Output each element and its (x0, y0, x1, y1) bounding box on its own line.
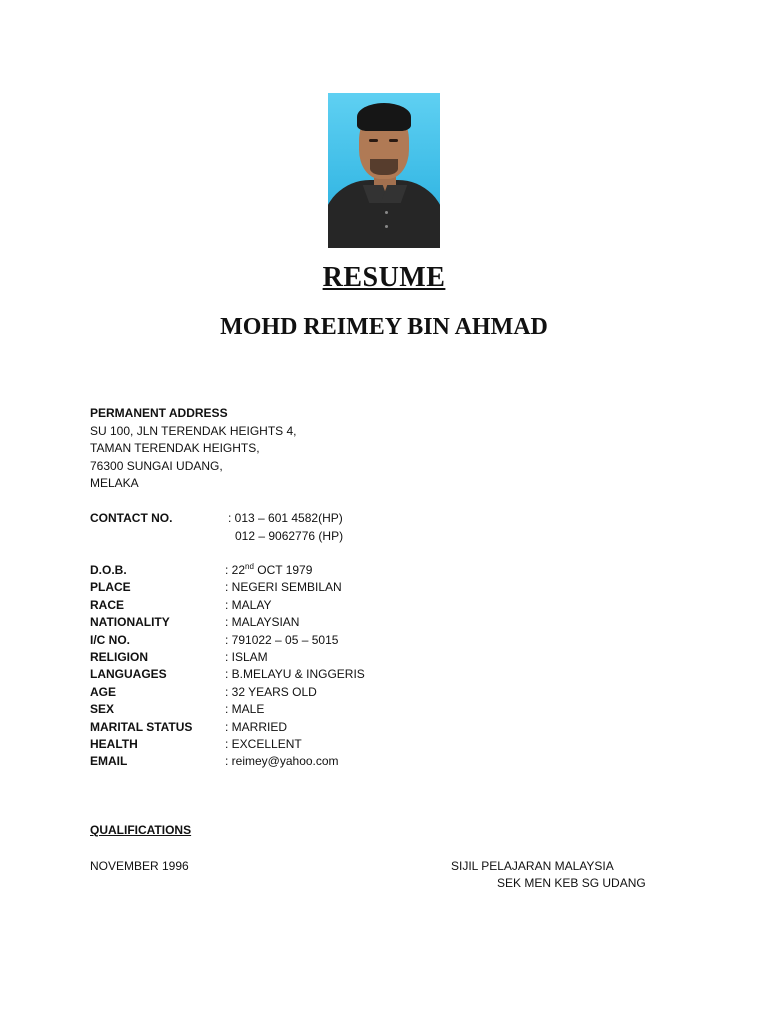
contact-row (90, 510, 690, 528)
info-value: : ISLAM (225, 649, 268, 664)
photo-beard (370, 159, 398, 175)
info-label: MARITAL STATUS (90, 719, 193, 734)
contact-phone-1: : 013 – 601 4582(HP) (228, 511, 343, 525)
photo-shirt-button (385, 225, 388, 228)
info-row (90, 719, 690, 736)
info-row (90, 614, 690, 631)
info-row (90, 597, 690, 614)
info-row (90, 701, 690, 718)
address-line: MELAKA (90, 476, 139, 490)
info-label: I/C NO. (90, 632, 131, 647)
info-value: : MALAYSIAN (225, 615, 300, 630)
info-value: : reimey@yahoo.com (225, 754, 339, 769)
address-line: TAMAN TERENDAK HEIGHTS, (90, 441, 260, 455)
info-label: NATIONALITY (90, 615, 170, 630)
info-value: : MALE (225, 702, 265, 717)
document-title: RESUME (322, 262, 446, 293)
info-value: : 791022 – 05 – 5015 (225, 632, 339, 647)
info-label: RACE (90, 597, 125, 612)
info-row (90, 684, 690, 701)
address-block (90, 405, 297, 493)
info-label: D.O.B. (90, 563, 127, 577)
info-label: EMAIL (90, 754, 128, 769)
photo-hair (357, 103, 411, 131)
info-label: LANGUAGES (90, 667, 167, 682)
address-heading: PERMANENT ADDRESS (90, 406, 228, 420)
dob-suffix: nd (245, 562, 254, 571)
info-row (90, 632, 690, 649)
address-line: SU 100, JLN TERENDAK HEIGHTS 4, (90, 423, 297, 438)
info-row (90, 736, 690, 753)
profile-photo (328, 93, 440, 248)
info-value: : EXCELLENT (225, 736, 302, 751)
applicant-name: MOHD REIMEY BIN AHMAD (220, 314, 548, 340)
address-line: 76300 SUNGAI UDANG, (90, 458, 223, 473)
qualifications-heading: QUALIFICATIONS (90, 823, 192, 837)
info-value: : B.MELAYU & INGGERIS (225, 667, 365, 682)
info-value: : 32 YEARS OLD (225, 684, 317, 699)
contact-phone-2: 012 – 9062776 (HP) (235, 528, 344, 543)
dob-month-year: OCT 1979 (253, 563, 313, 577)
info-value: : MALAY (225, 597, 272, 612)
info-label: PLACE (90, 580, 131, 595)
info-label: SEX (90, 702, 115, 717)
qualification-school: SEK MEN KEB SG UDANG (497, 876, 646, 890)
info-label: RELIGION (90, 649, 149, 664)
info-row (90, 579, 690, 596)
dob-day: : 22 (225, 563, 246, 577)
info-row (90, 666, 690, 683)
info-value: : MARRIED (225, 719, 288, 734)
photo-eye-right (389, 139, 398, 142)
photo-eye-left (369, 139, 378, 142)
info-row (90, 649, 690, 666)
info-value-dob (225, 562, 312, 579)
info-value: : NEGERI SEMBILAN (225, 580, 342, 595)
qualification-date: NOVEMBER 1996 (90, 859, 189, 873)
info-label: AGE (90, 684, 117, 699)
contact-label: CONTACT NO. (90, 511, 173, 525)
info-label: HEALTH (90, 736, 138, 751)
personal-info (90, 562, 690, 771)
contact-block (90, 510, 690, 545)
info-row-dob (90, 562, 690, 579)
photo-shirt-button (385, 211, 388, 214)
contact-row (90, 528, 690, 546)
info-row (90, 753, 690, 770)
qualification-certificate: SIJIL PELAJARAN MALAYSIA (451, 859, 614, 873)
